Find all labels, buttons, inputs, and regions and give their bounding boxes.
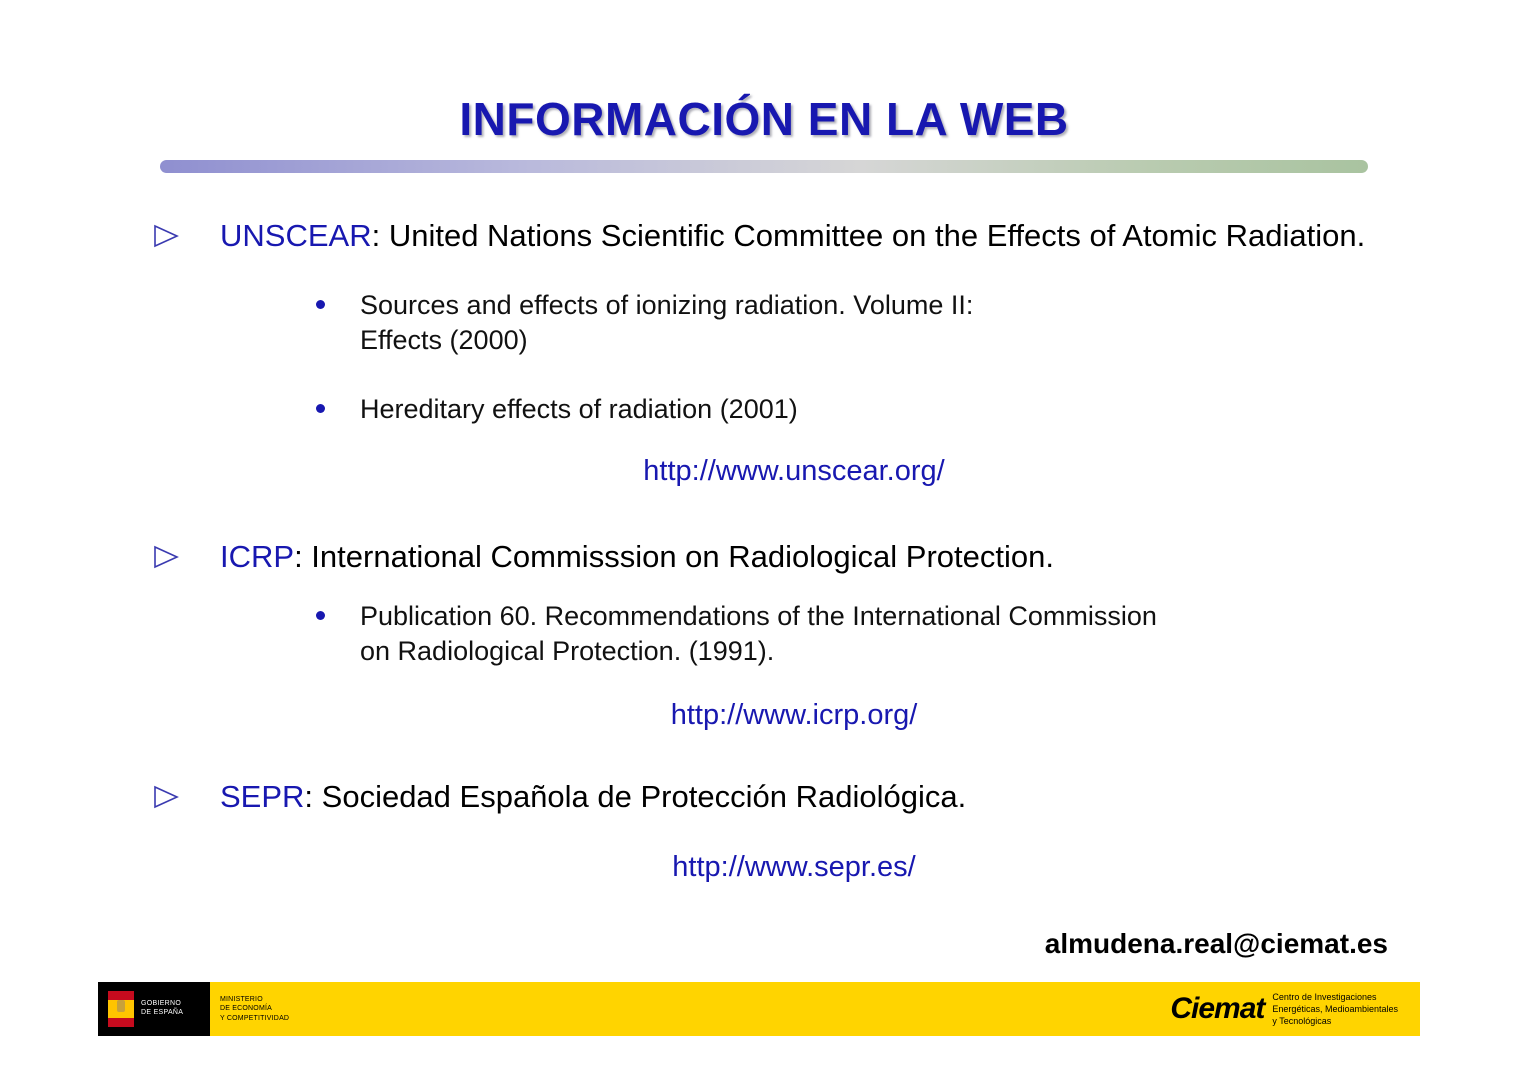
triangle-bullet-icon xyxy=(152,544,180,570)
list-item xyxy=(0,536,1528,579)
sub-item-line: on Radiological Protection. (1991). xyxy=(360,635,775,666)
dot-bullet-icon xyxy=(316,300,325,309)
government-line2: DE ESPAÑA xyxy=(141,1009,184,1016)
list-item xyxy=(0,599,1528,669)
link-unscear[interactable]: http://www.unscear.org/ xyxy=(643,455,945,488)
spain-flag-icon xyxy=(108,991,134,1027)
item-text: : Sociedad Española de Protección Radiológica. xyxy=(304,779,967,814)
title-divider xyxy=(160,160,1368,173)
item-text: : United Nations Scientific Committee on the Effects of Atomic Radiation. xyxy=(371,218,1366,253)
sub-item-line: Effects (2000) xyxy=(360,324,528,355)
ciemat-line3: y Tecnológicas xyxy=(1272,1016,1332,1027)
footer-bar xyxy=(98,982,1420,1036)
list-item xyxy=(0,215,1528,258)
item-keyword: SEPR xyxy=(220,779,305,814)
ministry-line2: DE ECONOMÍA xyxy=(220,1005,272,1013)
ministry-label xyxy=(220,995,289,1022)
ciemat-description xyxy=(1272,991,1398,1027)
dot-bullet-icon xyxy=(316,611,325,620)
government-line1: GOBIERNO xyxy=(141,1000,182,1008)
coat-of-arms-icon xyxy=(117,1000,125,1012)
ciemat-line2: Energéticas, Medioambientales xyxy=(1272,1003,1398,1014)
ministry-line3: Y COMPETITIVIDAD xyxy=(220,1014,290,1022)
government-label xyxy=(141,1000,183,1018)
triangle-bullet-icon xyxy=(152,223,180,249)
sub-item-line: Publication 60. Recommendations of the International Commission xyxy=(360,600,1157,631)
sub-item-line: Hereditary effects of radiation (2001) xyxy=(360,393,798,424)
item-keyword: ICRP xyxy=(220,539,295,575)
contact-email: almudena.real@ciemat.es xyxy=(1044,928,1388,959)
item-keyword: UNSCEAR xyxy=(220,218,372,253)
item-text: : International Commisssion on Radiological Protection. xyxy=(294,539,1054,575)
ministry-line1: MINISTERIO xyxy=(220,996,263,1004)
triangle-bullet-icon xyxy=(152,784,180,810)
list-item xyxy=(0,776,1528,819)
list-item xyxy=(0,288,1528,358)
ciemat-line1: Centro de Investigaciones xyxy=(1272,991,1377,1002)
slide-content xyxy=(0,215,1528,884)
page-title: INFORMACIÓN EN LA WEB xyxy=(459,93,1069,145)
link-icrp[interactable]: http://www.icrp.org/ xyxy=(670,699,918,731)
list-item xyxy=(0,392,1528,427)
link-sepr[interactable]: http://www.sepr.es/ xyxy=(672,850,916,883)
sub-item-line: Sources and effects of ionizing radiation. Volume II: xyxy=(360,289,974,320)
government-logo xyxy=(98,982,210,1036)
dot-bullet-icon xyxy=(316,404,325,413)
ciemat-logo: Ciemat xyxy=(1170,992,1265,1025)
